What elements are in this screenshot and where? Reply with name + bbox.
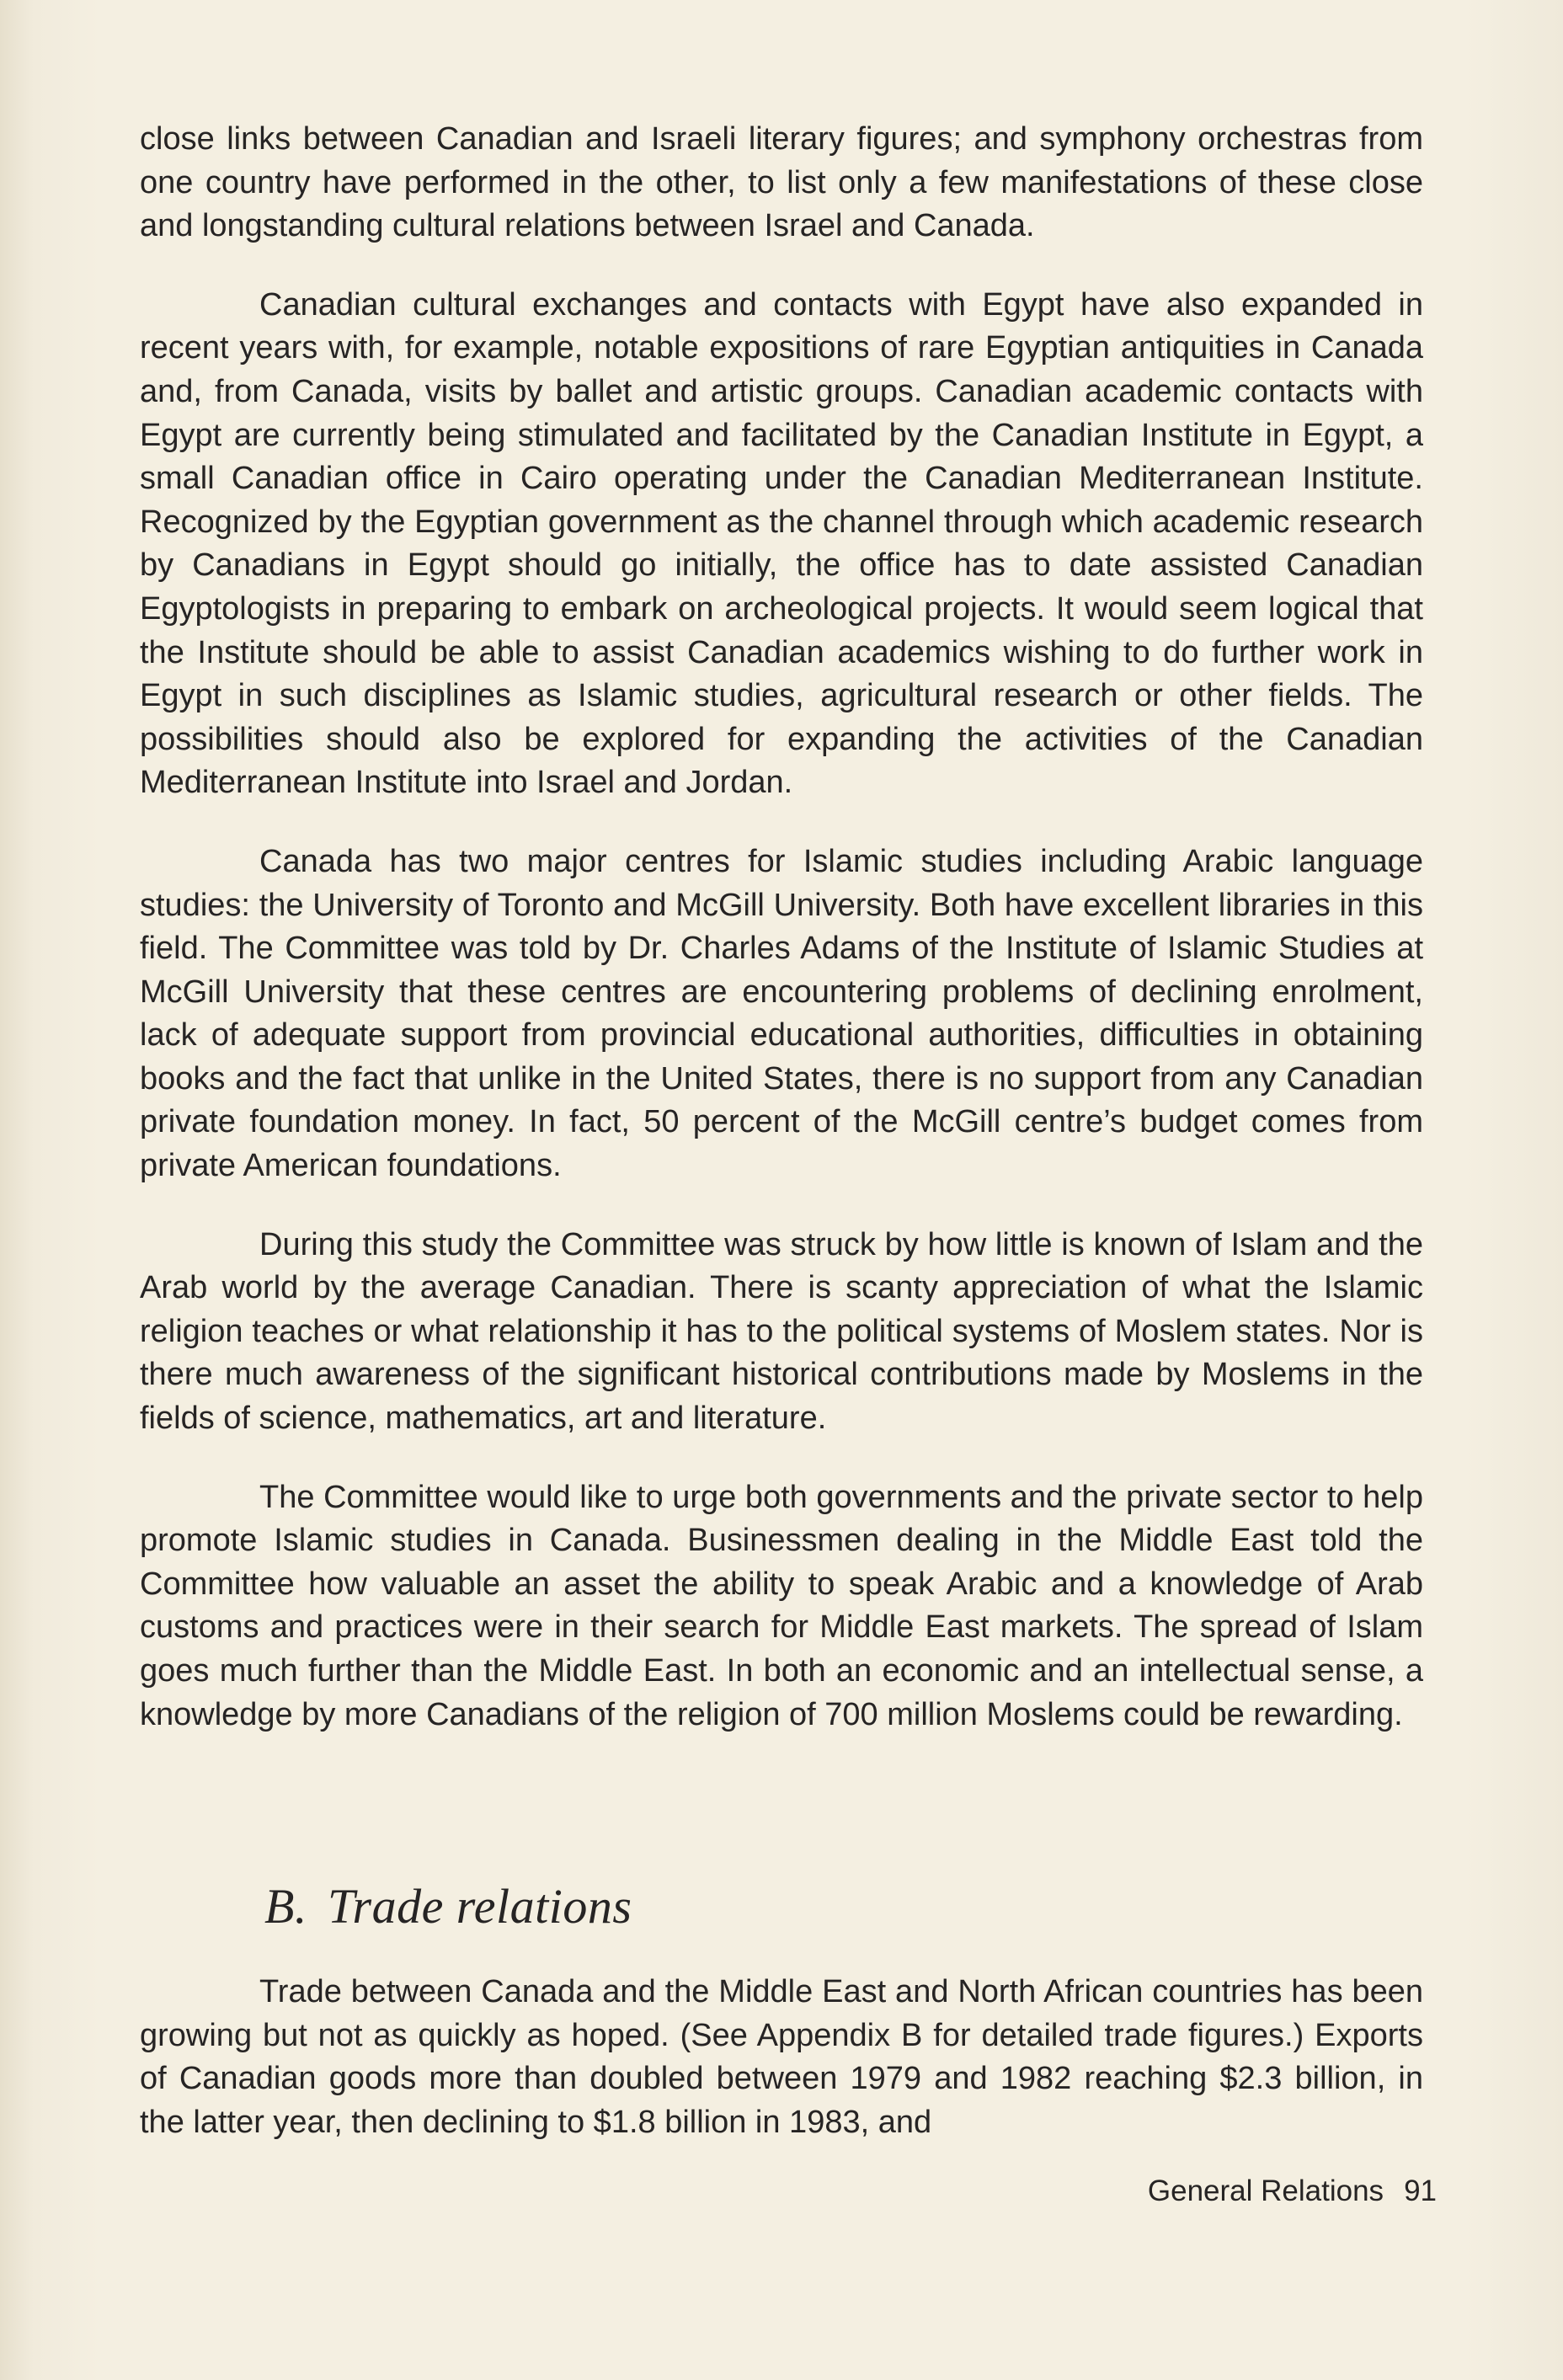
running-title: General Relations bbox=[1147, 2175, 1384, 2207]
body-text-top bbox=[140, 118, 1423, 1737]
section-letter: B. bbox=[264, 1879, 307, 1934]
paragraph-continued: close links between Canadian and Israeli literary figures; and symphony orchestras from one country have performed in the other, to list only a few manifestations of these close and longstanding cultural relations between Israel and Canada. bbox=[140, 121, 1423, 244]
paragraph-awareness-of-islam: During this study the Committee was struck by how little is known of Islam and the Arab world by the average Canadian. There is scanty appreciation of what the Islamic religion teaches or what relationship it has to the political systems of Moslem states. Nor is there much awareness of the significant historical contributions made by Moslems in the fields of science, mathematics, art and literature. bbox=[140, 1226, 1423, 1437]
section-title: Trade relations bbox=[327, 1879, 632, 1934]
section-heading bbox=[264, 1878, 632, 1934]
body-text-bottom bbox=[140, 1971, 1423, 2144]
paragraph-islamic-centres: Canada has two major centres for Islamic studies including Arabic language studies: the University of Toronto and McGill University. Both have excellent libraries in this field. The Committee was told by Dr. Charles Adams of the Institute of Islamic Studies at McGill University that these centres are encountering problems of declining enrolment, lack of adequate support from provincial educational authorities, difficulties in obtaining books and the fact that unlike in the United States, there is no support from any Canadian private foundation money. In fact, 50 percent of the McGill centre’s budget comes from private American foundations. bbox=[140, 843, 1423, 1184]
paragraph-egypt-exchanges: Canadian cultural exchanges and contacts with Egypt have also expanded in recent years with, for example, notable expositions of rare Egyptian antiquities in Canada and, from Canada, visits by ballet and artistic groups. Canadian academic contacts with Egypt are currently being stimulated and facilitated by the Canadian Institute in Egypt, a small Canadian office in Cairo operating under the Canadian Mediterranean Institute. Recognized by the Egyptian government as the channel through which academic research by Canadians in Egypt should go initially, the office has to date assisted Canadian Egyptologists in preparing to embark on archeological projects. It would seem logical that the Institute should be able to assist Canadian academics wishing to do further work in Egypt in such disciplines as Islamic studies, agricultural research or other fields. The possibilities should also be explored for expanding the activities of the Canadian Mediterranean Institute into Israel and Jordan. bbox=[140, 286, 1423, 801]
paragraph-trade: Trade between Canada and the Middle East and North African countries has been growing but not as quickly as hoped. (See Appendix B for detailed trade figures.) Exports of Canadian goods more than doubled between 1979 and 1982 reaching $2.3 billion, in the latter year, then declining to $1.8 billion in 1983, and bbox=[140, 1974, 1423, 2140]
paragraph-promote-islamic-studies: The Committee would like to urge both governments and the private sector to help promote Islamic studies in Canada. Businessmen dealing in the Middle East told the Committee how valuable an asset the ability to speak Arabic and a knowledge of Arab customs and practices were in their search for Middle East markets. The spread of Islam goes much further than the Middle East. In both an economic and an intellectual sense, a knowledge by more Canadians of the religion of 700 million Moslems could be rewarding. bbox=[140, 1479, 1423, 1732]
page-number: 91 bbox=[1404, 2175, 1437, 2207]
page-footer bbox=[1148, 2175, 1437, 2208]
